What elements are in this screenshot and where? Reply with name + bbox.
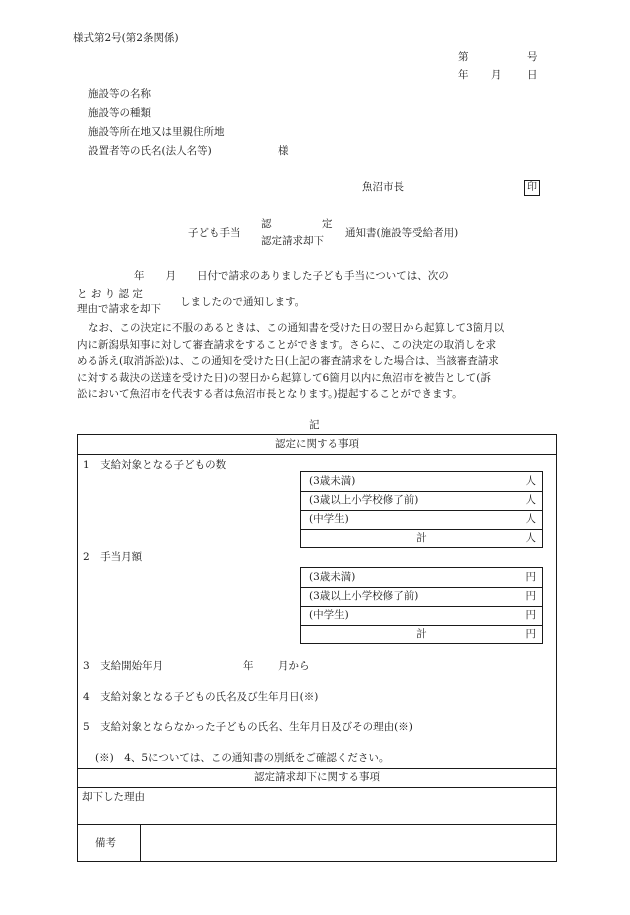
- count-row-unit: 人: [525, 475, 536, 487]
- issuer-name: 魚沼市長: [362, 181, 404, 193]
- document-number-prefix: 第: [458, 51, 469, 63]
- count-row: [301, 510, 542, 530]
- amount-row-label: (3歳以上小学校修了前): [309, 590, 419, 602]
- intro-line-1: 年 月 日付で請求のありました子ども手当については、次の: [134, 270, 449, 282]
- amount-row: [301, 606, 542, 626]
- paragraph-line: なお、この決定に不服のあるときは、この通知書を受けた日の翌日から起算して3箇月以: [88, 322, 505, 334]
- count-row: [301, 472, 542, 492]
- paragraph-line: 内に新潟県知事に対して審査請求をすることができます。さらに、この決定の取消しを求: [77, 338, 497, 351]
- facility-name-label: 施設等の名称: [88, 88, 151, 100]
- item3-label: 3 支給開始年月: [83, 660, 164, 672]
- item3-year: 年: [243, 660, 254, 672]
- form-number: 様式第2号(第2条関係): [73, 32, 179, 44]
- item2-amount-table: [300, 567, 543, 644]
- count-total-row: [301, 529, 542, 548]
- amount-total-row: [301, 625, 542, 644]
- paragraph-line: に対する裁決の送達を受けた日)の翌日から起算して6箇月以内に魚沼市を被告として(訴: [77, 371, 491, 384]
- title-option-reject: 認定請求却下: [261, 235, 324, 247]
- rejection-reason-label: 却下した理由: [82, 791, 145, 803]
- remarks-divider: [77, 824, 557, 825]
- amount-row-label: (中学生): [309, 609, 349, 621]
- count-row-label: (中学生): [309, 513, 349, 525]
- intro-option-approve: と お り 認 定: [77, 288, 143, 300]
- date-day: 日: [527, 69, 538, 81]
- item1-label: 1 支給対象となる子どもの数: [83, 459, 227, 471]
- title-option-approve-left: 認: [261, 218, 272, 230]
- amount-row-label: (3歳未満): [309, 571, 356, 583]
- intro-line-2-end: しましたので通知します。: [180, 296, 306, 308]
- section1-header: 認定に関する事項: [275, 438, 359, 450]
- appeal-paragraph: [77, 320, 557, 403]
- founder-name-label: 設置者等の氏名(法人名等): [88, 145, 212, 157]
- amount-row-unit: 円: [525, 571, 536, 583]
- remarks-column-divider: [140, 824, 141, 862]
- title-option-approve-right: 定: [322, 218, 333, 230]
- paragraph-line: める訴え(取消訴訟)は、この通知を受けた日(上記の審査請求をした場合は、当該審査請求: [77, 355, 499, 367]
- section2-header-divider: [77, 787, 557, 788]
- count-row-label: (3歳以上小学校修了前): [309, 494, 419, 506]
- count-row-label: (3歳未満): [309, 475, 356, 487]
- seal-mark: 印: [524, 180, 540, 196]
- count-row-unit: 人: [525, 513, 536, 525]
- date-month: 月: [491, 69, 502, 81]
- item1-count-table: [300, 471, 543, 548]
- date-year: 年: [458, 69, 469, 81]
- section1-header-divider: [77, 454, 557, 455]
- ki-marker: 記: [309, 419, 320, 431]
- amount-total-label: 計: [416, 628, 427, 640]
- count-row: [301, 491, 542, 511]
- item2-label: 2 手当月額: [83, 551, 143, 563]
- amount-row: [301, 587, 542, 607]
- amount-row: [301, 568, 542, 588]
- item3-month: 月から: [278, 660, 310, 672]
- facility-type-label: 施設等の種類: [88, 107, 151, 119]
- section2-top-divider: [77, 768, 557, 769]
- amount-total-unit: 円: [525, 628, 536, 640]
- count-total-label: 計: [416, 532, 427, 544]
- document-number-suffix: 号: [527, 51, 538, 63]
- title-prefix: 子ども手当: [188, 227, 241, 239]
- amount-row-unit: 円: [525, 590, 536, 602]
- item4-label: 4 支給対象となる子どもの氏名及び生年月日(※): [83, 691, 319, 703]
- remarks-label: 備考: [95, 837, 116, 849]
- item5-label: 5 支給対象とならなかった子どもの氏名、生年月日及びその理由(※): [83, 721, 413, 733]
- paragraph-line: 訟において魚沼市を代表する者は魚沼市長となります。)提起することができます。: [77, 388, 463, 400]
- intro-option-reject: 理由で請求を却下: [77, 303, 161, 315]
- title-suffix: 通知書(施設等受給者用): [345, 227, 459, 239]
- count-row-unit: 人: [525, 494, 536, 506]
- count-total-unit: 人: [525, 532, 536, 544]
- facility-address-label: 施設等所在地又は里親住所地: [88, 126, 225, 138]
- attachment-note: (※) 4、5については、この通知書の別紙をご確認ください。: [95, 752, 390, 764]
- section2-header: 認定請求却下に関する事項: [254, 771, 380, 783]
- honorific: 様: [278, 145, 289, 157]
- amount-row-unit: 円: [525, 609, 536, 621]
